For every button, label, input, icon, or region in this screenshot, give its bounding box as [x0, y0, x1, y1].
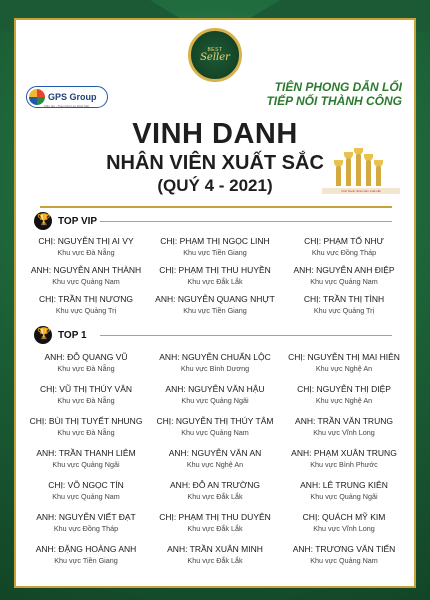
- honoree-region: Khu vực Đắk Lắk: [187, 492, 243, 501]
- honoree-name: CHỊ: PHẠM THỊ THU DUYÊN: [159, 512, 271, 522]
- honoree-entry: [151, 448, 279, 469]
- honoree-region: Khu vực Quảng Ngãi: [310, 492, 378, 501]
- honoree-name: ANH: TRẦN THANH LIÊM: [36, 448, 136, 458]
- honoree-region: Khu vực Quảng Nam: [52, 492, 120, 501]
- honoree-entry: [22, 416, 150, 437]
- honoree-name: CHỊ: BÙI THỊ TUYẾT NHUNG: [29, 416, 143, 426]
- honoree-region: Khu vực Quảng Nam: [181, 428, 249, 437]
- honoree-entry: [151, 480, 279, 501]
- honoree-entry: [280, 265, 408, 286]
- honoree-entry: [151, 352, 279, 373]
- honoree-region: Khu vực Bình Dương: [180, 364, 250, 373]
- honoree-region: Khu vực Đà Nẵng: [57, 396, 115, 405]
- honoree-region: Khu vực Quảng Trị: [313, 306, 375, 315]
- honoree-entry: [22, 294, 150, 315]
- honoree-region: Khu vực Tiền Giang: [183, 248, 247, 257]
- honoree-entry: [22, 384, 150, 405]
- honoree-entry: [280, 294, 408, 315]
- title-sub: NHÂN VIÊN XUẤT SẮC: [106, 152, 324, 174]
- honoree-name: CHỊ: TRẦN THỊ TÌNH: [303, 294, 385, 304]
- title-main: VINH DANH: [132, 118, 298, 150]
- honoree-region: Khu vực Nghệ An: [315, 364, 373, 373]
- honoree-entry: [151, 265, 279, 286]
- honoree-entry: [22, 480, 150, 501]
- honoree-region: Khu vực Quảng Ngãi: [181, 396, 249, 405]
- honoree-name: CHỊ: NGUYỄN THỊ AI VY: [38, 236, 134, 246]
- globe-icon: [29, 89, 45, 105]
- honoree-name: ANH: NGUYỄN CHUẨN LỘC: [159, 352, 271, 362]
- honoree-region: Khu vực Quảng Nam: [52, 277, 120, 286]
- honoree-entry: [151, 544, 279, 565]
- honoree-region: Khu vực Đắk Lắk: [187, 556, 243, 565]
- honoree-entry: [151, 294, 279, 315]
- title-period: (QUÝ 4 - 2021): [157, 176, 273, 195]
- honoree-entry: [280, 236, 408, 257]
- honoree-region: Khu vực Đà Nẵng: [57, 248, 115, 257]
- trophy-caption: Vinh Danh nhân viên xuất sắc: [322, 188, 400, 194]
- honoree-region: Khu vực Quảng Nam: [310, 556, 378, 565]
- honoree-entry: [22, 352, 150, 373]
- honoree-name: ANH: NGUYỄN QUANG NHỰT: [155, 294, 275, 304]
- honoree-name: ANH: TRẦN XUÂN MINH: [167, 544, 263, 554]
- honoree-name: CHỊ: VŨ THỊ THÚY VÂN: [39, 384, 133, 394]
- honoree-name: ANH: TRẦN VĂN TRUNG: [295, 416, 393, 426]
- honoree-region: Khu vực Quảng Ngãi: [52, 460, 120, 469]
- honoree-entry: [280, 544, 408, 565]
- honoree-entry: [151, 416, 279, 437]
- honoree-entry: [22, 265, 150, 286]
- honoree-region: Khu vực Quảng Trị: [55, 306, 117, 315]
- honoree-name: CHỊ: PHẠM THỊ THU HUYỀN: [159, 265, 271, 275]
- honoree-region: Khu vực Đồng Tháp: [311, 248, 377, 257]
- honoree-entry: [280, 416, 408, 437]
- slogan-line-1: TIÊN PHONG DẪN LỐI: [274, 80, 402, 94]
- honoree-region: Khu vực Quảng Nam: [310, 277, 378, 286]
- honoree-name: ANH: PHẠM XUÂN TRUNG: [291, 448, 397, 458]
- honoree-entry: [280, 384, 408, 405]
- honoree-name: CHỊ: NGUYỄN THỊ DIỆP: [297, 384, 391, 394]
- honoree-name: ANH: LÊ TRUNG KIÊN: [300, 480, 388, 490]
- honoree-name: CHỊ: PHẠM TỐ NHƯ: [304, 236, 384, 246]
- slogan: [266, 80, 402, 108]
- trophies-icon: [332, 146, 388, 186]
- honoree-name: CHỊ: QUÁCH MỸ KIM: [302, 512, 386, 522]
- title-divider: [40, 206, 392, 208]
- best-seller-badge: [188, 28, 242, 82]
- section-divider: [100, 221, 392, 222]
- honoree-entry: [22, 512, 150, 533]
- honoree-entry: [280, 512, 408, 533]
- honoree-name: CHỊ: TRẦN THỊ NƯƠNG: [38, 294, 134, 304]
- honoree-region: Khu vực Đắk Lắk: [187, 524, 243, 533]
- honoree-entry: [280, 480, 408, 501]
- honoree-entry: [22, 544, 150, 565]
- honoree-region: Khu vực Tiền Giang: [183, 306, 247, 315]
- honoree-name: ANH: NGUYỄN VĂN AN: [168, 448, 262, 458]
- honoree-region: Khu vực Vĩnh Long: [313, 524, 375, 533]
- honoree-name: ANH: ĐỖ AN TRƯỜNG: [170, 480, 260, 490]
- badge-top-text: BEST: [207, 47, 223, 53]
- honoree-entry: [151, 384, 279, 405]
- section-divider: [100, 335, 392, 336]
- slogan-line-2: TIẾP NỐI THÀNH CÔNG: [266, 94, 402, 108]
- honoree-region: Khu vực Nghệ An: [186, 460, 244, 469]
- honoree-name: ANH: NGUYỄN ANH ĐIỆP: [293, 265, 395, 275]
- honoree-entry: [22, 448, 150, 469]
- honoree-entry: [151, 236, 279, 257]
- honoree-region: Khu vực Bình Phước: [310, 460, 378, 469]
- honoree-region: Khu vực Nghệ An: [315, 396, 373, 405]
- honoree-name: ANH: NGUYỄN ANH THÀNH: [30, 265, 142, 275]
- honoree-region: Khu vực Đà Nẵng: [57, 364, 115, 373]
- honoree-name: CHỊ: PHẠM THỊ NGỌC LINH: [160, 236, 270, 246]
- trophy-icon: [34, 326, 52, 344]
- section-label: TOP VIP: [58, 215, 98, 227]
- honoree-region: Khu vực Đồng Tháp: [53, 524, 119, 533]
- honoree-name: ANH: NGUYỄN VĂN HẬU: [165, 384, 265, 394]
- honoree-name: CHỊ: NGUYỄN THỊ MAI HIÊN: [288, 352, 400, 362]
- honoree-entry: [151, 512, 279, 533]
- honoree-name: ANH: TRƯƠNG VĂN TIẾN: [292, 544, 396, 554]
- honoree-region: Khu vực Đắk Lắk: [187, 277, 243, 286]
- honoree-entry: [280, 448, 408, 469]
- honoree-name: ANH: ĐỖ QUANG VŨ: [44, 352, 128, 362]
- trophy-icon: [34, 212, 52, 230]
- honoree-entry: [22, 236, 150, 257]
- honoree-name: CHỊ: VÕ NGỌC TÍN: [48, 480, 124, 490]
- honoree-region: Khu vực Tiền Giang: [54, 556, 118, 565]
- honoree-name: ANH: NGUYỄN VIẾT ĐẠT: [36, 512, 136, 522]
- section-label: TOP 1: [58, 329, 87, 341]
- section-header-top-1: [34, 326, 87, 344]
- honoree-name: CHỊ: NGUYỄN THỊ THÚY TÂM: [156, 416, 274, 426]
- logo-tagline: Kiến tạo - Trao giá trị sự khác biệt: [44, 104, 90, 108]
- honoree-region: Khu vực Đà Nẵng: [57, 428, 115, 437]
- honoree-entry: [280, 352, 408, 373]
- badge-main-text: Seller: [200, 52, 230, 63]
- logo-text: GPS Group: [48, 92, 97, 102]
- honoree-name: ANH: ĐẶNG HOÀNG ANH: [35, 544, 137, 554]
- section-header-top-vip: [34, 212, 97, 230]
- honoree-region: Khu vực Vĩnh Long: [313, 428, 375, 437]
